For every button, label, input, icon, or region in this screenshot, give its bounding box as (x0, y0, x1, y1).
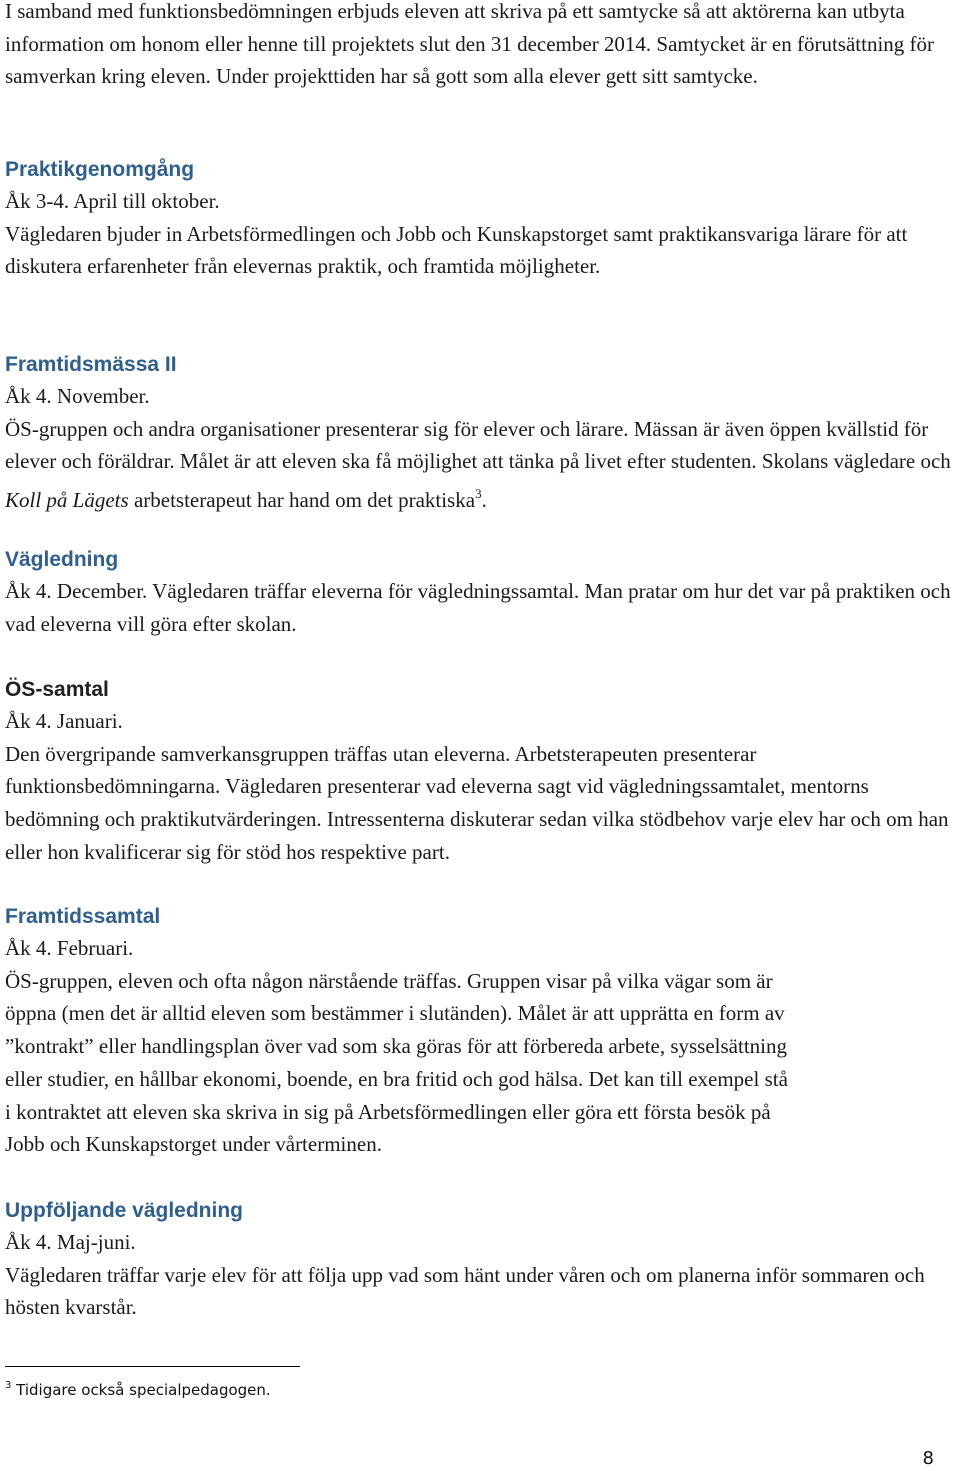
footnote (5, 1380, 271, 1399)
section-text: Åk 4. December. Vägledaren träffar eleverna för vägledningssamtal. Man pratar om hur det var på praktiken och vad eleverna vill göra efter skolan. (5, 579, 951, 636)
section-framtidssamtal (5, 902, 957, 1161)
section-line: ”kontrakt” eller handlingsplan över vad som ska göras för att förbereda arbete, sysselsättning (5, 1034, 787, 1059)
italic-name: Koll på Lägets (5, 488, 129, 513)
section-line: i kontraktet att eleven ska skriva in sig på Arbetsförmedlingen eller göra ett första besök på (5, 1099, 771, 1124)
footnote-text: Tidigare också specialpedagogen. (16, 1381, 271, 1399)
section-praktikgenomgang (5, 155, 957, 283)
intro-paragraph: I samband med funktionsbedömningen erbjuds eleven att skriva på ett samtycke så att aktörerna kan utbyta information om honom eller henne till projektets slut den 31 december 2014. Samtycket är en förutsättning för samverkan kring eleven. Under projekttiden har så gott som alla elever gett sitt samtycke. (5, 0, 935, 89)
section-text-end: . (481, 488, 487, 513)
page-number: 8 (922, 1448, 934, 1469)
section-line: ÖS-gruppen, eleven och ofta någon närstående träffas. Gruppen visar på vilka vägar som är (5, 968, 773, 993)
section-heading: Uppföljande vägledning (5, 1199, 244, 1222)
section-text-part: ÖS-gruppen och andra organisationer presenterar sig för elever och lärare. Mässan är även öppen kvällstid för elever och föräldrar. Målet är att eleven ska få möjlighet att tänka på livet efter studenten. Skolans vägledare och (5, 416, 951, 474)
section-vagledning (5, 545, 957, 640)
footnote-number: 3 (5, 1380, 12, 1391)
footnote-reference: 3 (475, 486, 482, 502)
section-timing: Åk 4. November. (5, 384, 150, 408)
section-text (5, 413, 957, 517)
section-text: Den övergripande samverkansgruppen träffas utan eleverna. Arbetsterapeuten presenterar funktionsbedömningarna. Vägledaren presenterar vad eleverna sagt vid vägledningssamtalet, mentorns bedömning och praktikutvärderingen. Intressenterna diskuterar sedan vilka stödbehov varje elev har och om han eller hon kvalificerar sig för stöd hos respektive part. (5, 741, 949, 864)
section-framtidsmassa (5, 350, 957, 517)
section-line: eller studier, en hållbar ekonomi, boende, en bra fritid och god hälsa. Det kan till exempel stå (5, 1066, 788, 1091)
section-uppfoljande-vagledning (5, 1196, 957, 1324)
section-timing: Åk 3-4. April till oktober. (5, 189, 220, 213)
section-text-part: arbetsterapeut har hand om det praktiska (133, 488, 476, 513)
section-text: Vägledaren bjuder in Arbetsförmedlingen och Jobb och Kunskapstorget samt praktikansvariga lärare för att diskutera erfarenheter från elevernas praktik, och framtida möjligheter. (5, 221, 908, 279)
footnote-separator (5, 1366, 300, 1367)
section-heading: ÖS-samtal (5, 678, 109, 701)
section-heading: Praktikgenomgång (5, 158, 195, 181)
section-heading: Vägledning (5, 548, 119, 571)
section-heading: Framtidssamtal (5, 905, 161, 928)
section-timing: Åk 4. Januari. (5, 709, 123, 733)
section-heading: Framtidsmässa II (5, 353, 177, 376)
section-text: Vägledaren träffar varje elev för att följa upp vad som hänt under våren och om planerna inför sommaren och hösten kvarstår. (5, 1262, 925, 1320)
section-os-samtal (5, 675, 957, 869)
section-timing: Åk 4. Maj-juni. (5, 1230, 136, 1254)
section-timing: Åk 4. Februari. (5, 936, 134, 960)
section-line: öppna (men det är alltid eleven som bestämmer i slutänden). Målet är att upprätta en form av (5, 1001, 785, 1026)
section-line: Jobb och Kunskapstorget under vårterminen. (5, 1132, 382, 1157)
